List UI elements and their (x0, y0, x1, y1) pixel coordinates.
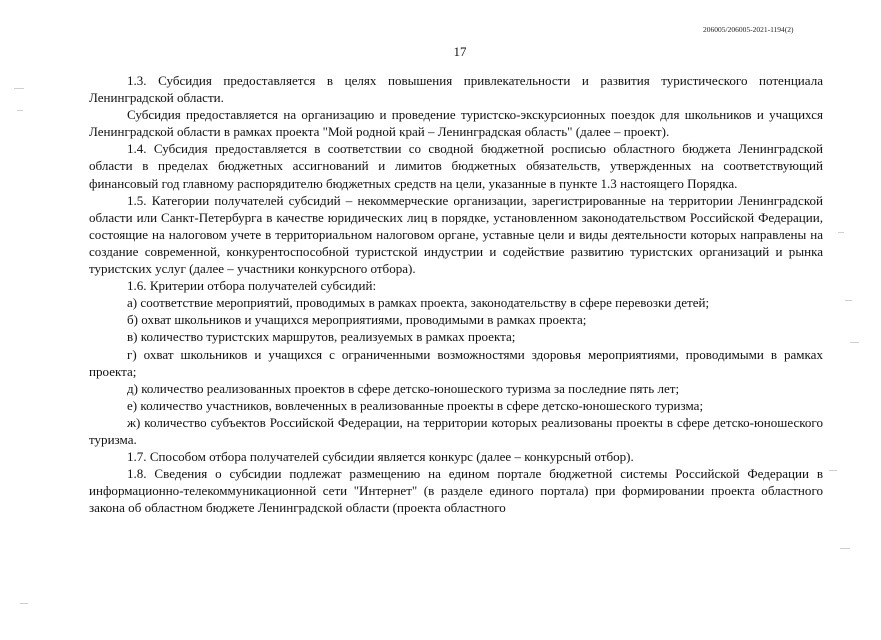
paragraph-1-7: 1.7. Способом отбора получателей субсидии является конкурс (далее – конкурсный отбор). (127, 449, 634, 465)
page-number: 17 (453, 44, 467, 59)
paragraph-1-3: 1.3. Субсидия предоставляется в целях повышения привлекательности и развития туристического потенциала Ленинградской области. (89, 73, 823, 106)
paragraph-1-3-subsidy-purpose: Субсидия предоставляется на организацию и проведение туристско-экскурсионных поездок для школьников и учащихся Ленинградской области в рамках проекта "Мой родной край – Ленинградская область" (далее – проект). (89, 107, 823, 140)
paragraph-1-5: 1.5. Категории получателей субсидий – некоммерческие организации, зарегистрированные на территории Ленинградской области или Санкт-Петербурга в качестве юридических лиц в порядке, установленном законодательством Российской Федерации, состоящие на налоговом учете в территориальном налоговом органе, уставные цели и виды деятельности которых направлены на создание современной, конкурентоспособной туристской индустрии и содействие развитию туристских организаций и рынка туристских услуг (далее – участники конкурсного отбора). (89, 192, 823, 277)
criterion-e: е) количество участников, вовлеченных в реализованные проекты в сфере детско-юношеского туризма; (127, 397, 704, 413)
criterion-g: г) охват школьников и учащихся с ограниченными возможностями здоровья мероприятиями, проводимыми в рамках проекта; (89, 346, 823, 379)
criterion-b: б) охват школьников и учащихся мероприятиями, проводимыми в рамках проекта; (127, 312, 587, 328)
paragraph-1-6: 1.6. Критерии отбора получателей субсидий: (127, 278, 377, 294)
criterion-zh: ж) количество субъектов Российской Федерации, на территории которых реализованы проекты в сфере детско-юношеского туризма. (89, 414, 823, 447)
document-id: 206005/206005-2021-1194(2) (703, 25, 794, 34)
document-body (89, 72, 823, 516)
paragraph-1-8: 1.8. Сведения о субсидии подлежат размещению на едином портале бюджетной системы Российской Федерации в информационно-телекоммуникационной сети "Интернет" (в разделе единого портала) при формировании проекта областного закона об областном бюджете Ленинградской области (проекта областного (89, 466, 823, 516)
criterion-v: в) количество туристских маршрутов, реализуемых в рамках проекта; (127, 329, 516, 345)
paragraph-1-4: 1.4. Субсидия предоставляется в соответствии со сводной бюджетной росписью областного бюджета Ленинградской области в пределах бюджетных ассигнований и лимитов бюджетных обязательств, утвержденных на соответствующий финансовый год главному распорядителю бюджетных средств на цели, указанные в пункте 1.3 настоящего Порядка. (89, 141, 823, 191)
criterion-d: д) количество реализованных проектов в сфере детско-юношеского туризма за последние пять лет; (127, 380, 680, 396)
criterion-a: а) соответствие мероприятий, проводимых в рамках проекта, законодательству в сфере перевозки детей; (127, 295, 710, 311)
